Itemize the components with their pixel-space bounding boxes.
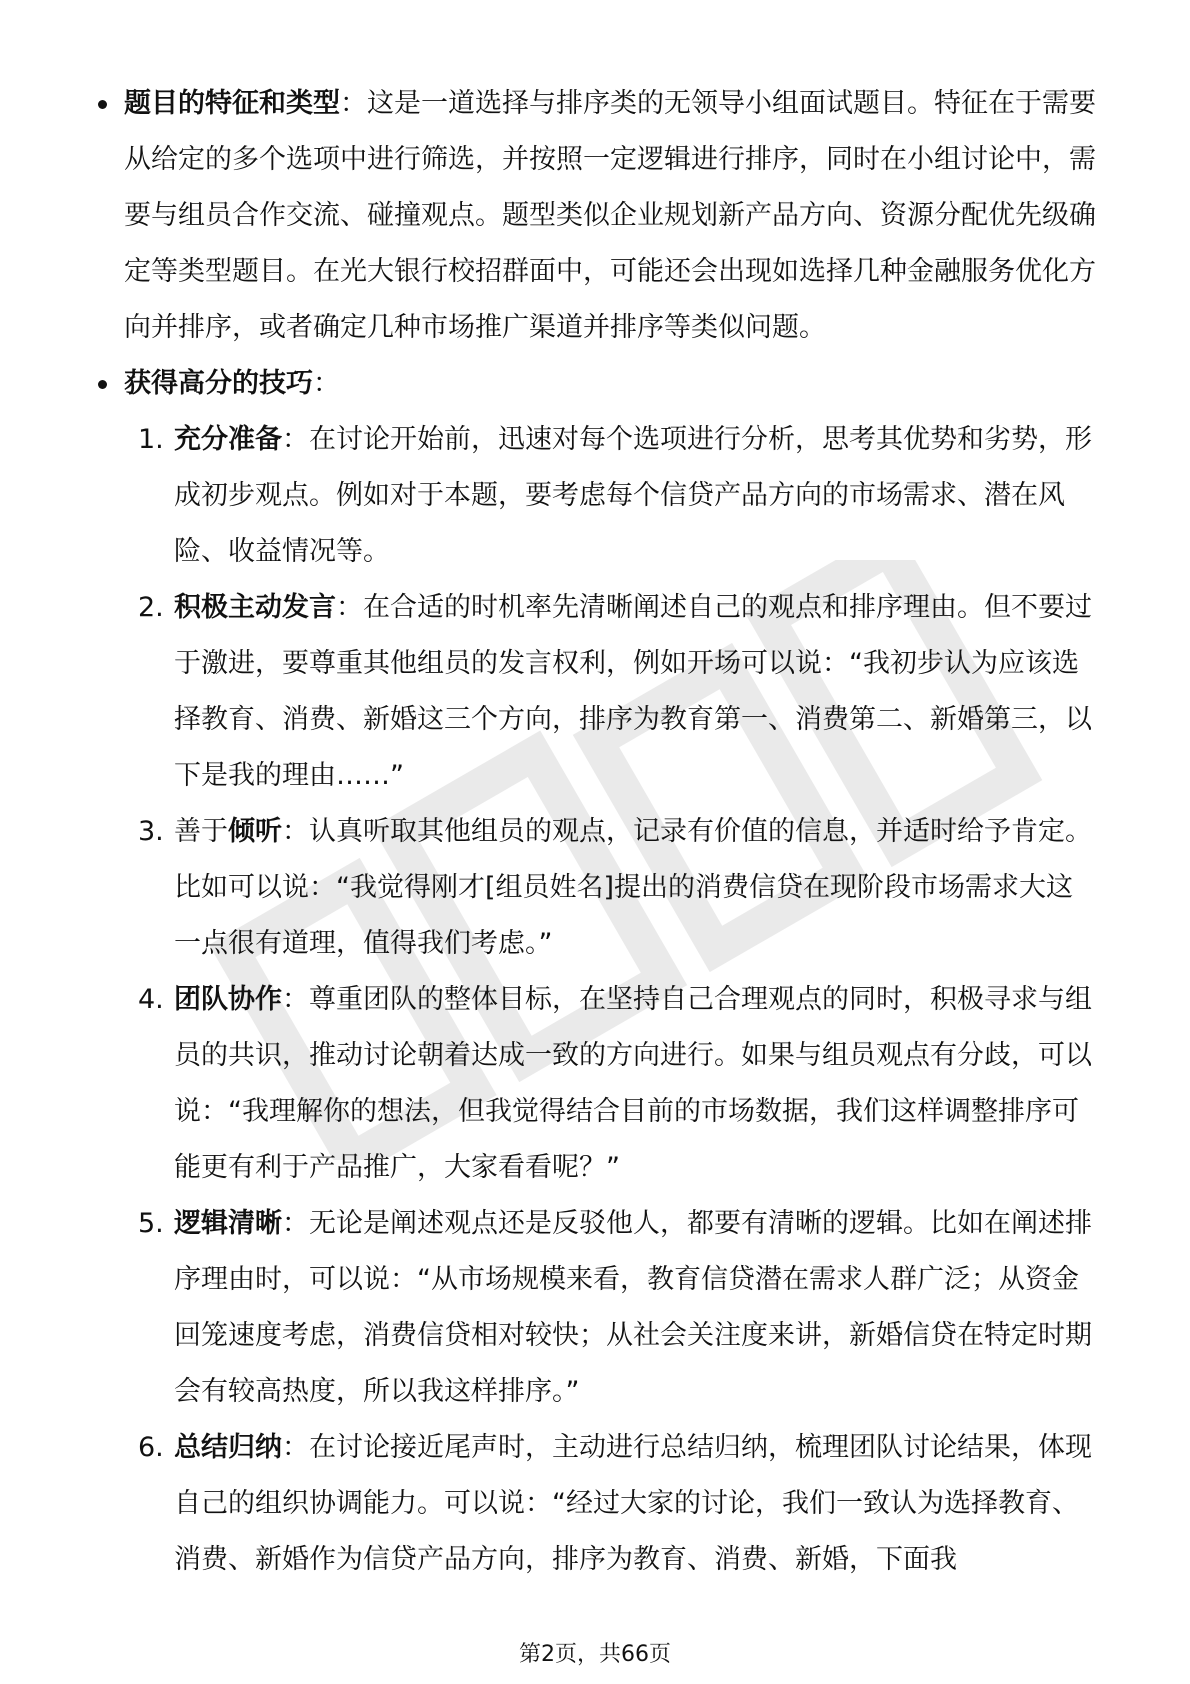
bullet-item-tips	[98, 356, 1098, 412]
tip-text: ：在合适的时机率先清晰阐述自己的观点和排序理由。但不要过于激进，要尊重其他组员的发言权利，例如开场可以说：“我初步认为应该选择教育、消费、新婚这三个方向，排序为教育第一、消费第二、新婚第三，以下是我的理由……”	[174, 592, 1092, 791]
tip-title: 团队协作	[174, 984, 282, 1015]
list-item	[138, 412, 1098, 580]
list-number: 6.	[138, 1432, 164, 1463]
list-number: 4.	[138, 984, 164, 1015]
list-item	[138, 804, 1098, 972]
bullet-text: ：这是一道选择与排序类的无领导小组面试题目。特征在于需要从给定的多个选项中进行筛选，并按照一定逻辑进行排序，同时在小组讨论中，需要与组员合作交流、碰撞观点。题型类似企业规划新产品方向、资源分配优先级确定等类型题目。在光大银行校招群面中，可能还会出现如选择几种金融服务优化方向并排序，或者确定几种市场推广渠道并排序等类似问题。	[124, 88, 1096, 343]
list-item	[138, 580, 1098, 804]
list-item	[138, 1196, 1098, 1420]
list-number: 2.	[138, 592, 164, 623]
tip-text: ：无论是阐述观点还是反驳他人，都要有清晰的逻辑。比如在阐述排序理由时，可以说：“从市场规模来看，教育信贷潜在需求人群广泛；从资金回笼速度考虑，消费信贷相对较快；从社会关注度来讲，新婚信贷在特定时期会有较高热度，所以我这样排序。”	[174, 1208, 1092, 1407]
tip-text: ：在讨论接近尾声时，主动进行总结归纳，梳理团队讨论结果，体现自己的组织协调能力。可以说：“经过大家的讨论，我们一致认为选择教育、消费、新婚作为信贷产品方向，排序为教育、消费、新婚，下面我	[174, 1432, 1092, 1575]
bullet-dot	[98, 100, 107, 109]
list-item	[138, 972, 1098, 1196]
list-item	[138, 1420, 1098, 1588]
list-number: 1.	[138, 424, 164, 455]
tip-text: ：尊重团队的整体目标，在坚持自己合理观点的同时，积极寻求与组员的共识，推动讨论朝着达成一致的方向进行。如果与组员观点有分歧，可以说：“我理解你的想法，但我觉得结合目前的市场数据，我们这样调整排序可能更有利于产品推广，大家看看呢？”	[174, 984, 1092, 1183]
bullet-dot	[98, 380, 107, 389]
tip-title: 积极主动发言	[174, 592, 336, 623]
bullet-title: 题目的特征和类型	[124, 88, 340, 119]
tip-text: ：认真听取其他组员的观点，记录有价值的信息，并适时给予肯定。比如可以说：“我觉得刚才[组员姓名]提出的消费信贷在现阶段市场需求大这一点很有道理，值得我们考虑。”	[174, 816, 1092, 959]
bullet-text: ：	[313, 368, 340, 399]
tip-title: 倾听	[228, 816, 282, 847]
tip-text: ：在讨论开始前，迅速对每个选项进行分析，思考其优势和劣势，形成初步观点。例如对于本题，要考虑每个信贷产品方向的市场需求、潜在风险、收益情况等。	[174, 424, 1092, 567]
tips-list	[98, 412, 1098, 1588]
bullet-item-features	[98, 76, 1098, 356]
tip-title: 逻辑清晰	[174, 1208, 282, 1239]
tip-title: 总结归纳	[174, 1432, 282, 1463]
tip-title-prefix: 善于	[174, 816, 228, 847]
tip-title: 充分准备	[174, 424, 282, 455]
list-number: 5.	[138, 1208, 164, 1239]
list-number: 3.	[138, 816, 164, 847]
main-content	[98, 76, 1098, 1588]
page-footer: 第2页，共66页	[519, 1642, 671, 1667]
bullet-title: 获得高分的技巧	[124, 368, 313, 399]
